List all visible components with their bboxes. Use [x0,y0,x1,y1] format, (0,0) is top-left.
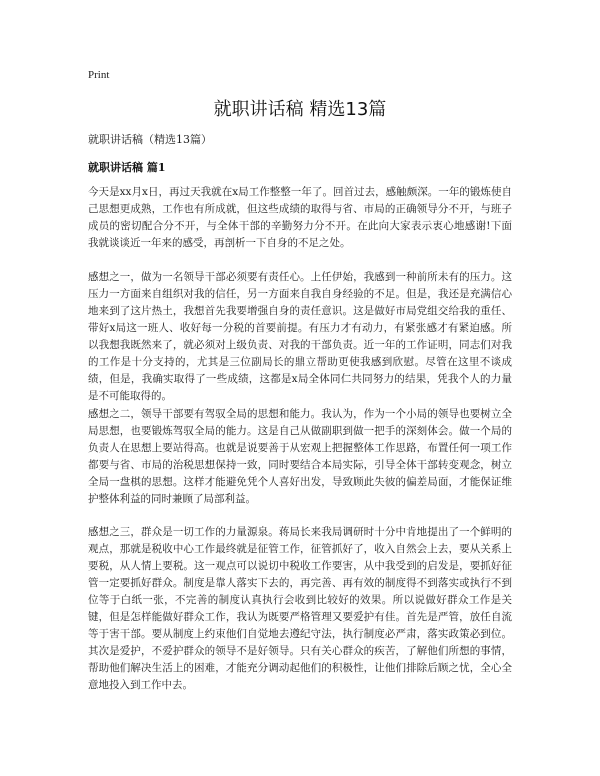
print-link[interactable]: Print [88,69,110,81]
paragraph-2: 感想之一，做为一名领导干部必须要有责任心。上任伊始，我感到一种前所未有的压力。这压力一方面来自组织对我的信任，另一方面来自我自身经验的不足。但是，我还是充满信心地来到了这片热土，我想首先我要增强自身的责任意识。这是做好市局党组交给我的重任、带好x局这一班人、收好每一分税的首要前提。有压力才有动力，有紧张感才有紧迫感。所以我想我既然来了，就必须对上级负责、对我的干部负责。近一年的工作证明，同志们对我的工作是十分支持的，尤其是三位副局长的鼎立帮助更使我感到欣慰。尽管在这里不谈成绩，但是，我确实取得了一些成绩，这都是x局全体同仁共同努力的结果，凭我个人的力量是不可能取得的。 [88,271,512,402]
paragraph-1: 今天是xx月x日，再过天我就在x局工作整整一年了。回首过去，感触颇深。一年的锻炼使自己思想更成熟，工作也有所成就，但这些成绩的取得与省、市局的正确领导分不开，与班子成员的密切配合分不开，与全体干部的辛勤努力分不开。在此向大家表示衷心地感谢!下面我就谈谈近一年来的感受，再剖析一下自身的不足之处。 [88,186,512,249]
page-title: 就职讲话稿 精选13篇 [213,99,387,120]
paragraph-4: 感想之三，群众是一切工作的力量源泉。蒋局长来我局调研时十分中肯地提出了一个鲜明的观点，那就是税收中心工作最终就是征管工作，征管抓好了，收入自然会上去，要从关系上要税，从人情上要税。这一观点可以说切中税收工作要害，从中我受到的启发是，要抓好征管一定要抓好群众。制度是靠人落实下去的，再完善、再有效的制度得不到落实或执行不到位等于白纸一张，不完善的制度认真执行会收到比较好的效果。所以说做好群众工作是关键，但是怎样能做好群众工作，我认为既要严格管理又要爱护有佳。首先是严管，放任自流等于害干部。要从制度上约束他们自觉地去遵纪守法，执行制度必严肃，落实政策必到位。其次是爱护，不爱护群众的领导不是好领导。只有关心群众的疾苦，了解他们所想的事情，帮助他们解决生活上的困难，才能充分调动起他们的积极性，让他们排除后顾之忧，全心全意地投入到工作中去。 [88,526,512,691]
paragraph-3: 感想之二，领导干部要有驾驭全局的思想和能力。我认为，作为一个小局的领导也要树立全局思想，也要锻炼驾驭全局的能力。这是自己从做副职到做一把手的深刻体会。做一个局的负责人在思想上要站得高。也就是说要善于从宏观上把握整体工作思路，布置任何一项工作都要与省、市局的治税思想保持一致，同时要结合本局实际，引导全体干部转变观念，树立全局一盘棋的思想。这样才能避免凭个人喜好出发，导致顾此失彼的偏差局面，才能保证维护整体利益的同时兼顾了局部利益。 [88,408,512,505]
document-subtitle: 就职讲话稿（精选13篇） [88,133,212,146]
section-heading: 就职讲话稿 篇1 [88,161,166,174]
